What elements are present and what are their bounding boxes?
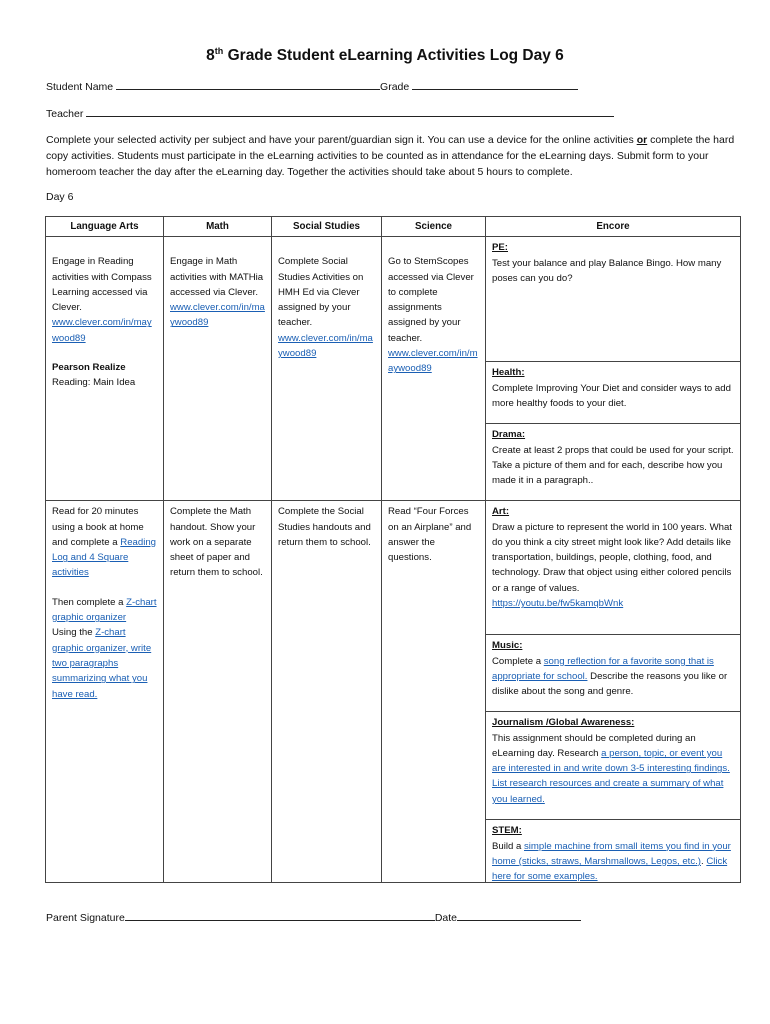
cell-ss-online: Complete Social Studies Activities on HMH Ed via Clever assigned by your teacher. www.clever.com/in/maywood89 [272, 237, 382, 501]
encore-art: Art: Draw a picture to represent the world in 100 years. What do you think a city street might look like? Add details like transportation, buildings, people, clothing, food, and technology. Draw that object using either colored pencils or a range of values. https://youtu.be/fw5kamqbWnk [486, 501, 740, 635]
page-title [0, 46, 770, 65]
title-text-rest: Grade Student eLearning Activities Log Day 6 [223, 47, 564, 65]
title-text: 8 [206, 47, 215, 65]
grade-label: Grade [380, 81, 410, 93]
instructions: Complete your selected activity per subject and have your parent/guardian sign it. You can use a device for the online activities or complete the hard copy activities. Students must participate in the eLearning activities to be counted as in attendance for the eLearning days. Submit form to your homeroom teacher the day after the eLearning day. Together the activities should take about 5 hours to complete. [46, 134, 735, 178]
cell-la-hardcopy: Read for 20 minutes using a book at home and complete a Reading Log and 4 Square activities Then complete a Z-chart graphic organizer Using the Z-chart graphic organizer, write two paragraphs summarizing what you have read. [46, 501, 164, 883]
sci-clever-link[interactable]: www.clever.com/in/maywood89 [388, 348, 478, 375]
table-row-online [46, 237, 741, 501]
examples-link[interactable]: Click here for some examples. [492, 855, 728, 883]
pearson-realize-label: Pearson Realize [52, 362, 126, 374]
la-clever-link[interactable]: www.clever.com/in/maywood89 [52, 317, 152, 344]
day-label: Day 6 [46, 191, 74, 203]
signature-line [46, 910, 581, 924]
grade-field[interactable] [412, 79, 578, 90]
or-emphasis: or [636, 134, 648, 146]
encore-drama: Drama: Create at least 2 props that could be used for your script. Take a picture of them and for each, describe how you made it in a paragraph.. [492, 429, 734, 487]
header-science: Science [382, 217, 486, 237]
table-header-row [46, 217, 741, 237]
encore-pe: PE: Test your balance and play Balance Bingo. How many poses can you do? [486, 237, 740, 362]
teacher-line [46, 106, 614, 120]
table-row-hardcopy [46, 501, 741, 883]
teacher-field[interactable] [86, 106, 614, 117]
parent-signature-field[interactable] [125, 910, 435, 921]
cell-sci-online: Go to StemScopes accessed via Clever to complete assignments assigned by your teacher. www.clever.com/in/maywood89 [382, 237, 486, 501]
cell-math-hardcopy: Complete the Math handout. Show your work on a separate sheet of paper and return them to school. [164, 501, 272, 883]
journalism-research-link[interactable]: a person, topic, or event you are interested in and write down 3-5 interesting findings. List research resources and create a summary of what you learned. [492, 747, 730, 805]
student-name-label: Student Name [46, 81, 114, 93]
z-chart-paragraphs-link[interactable]: Z-chart graphic organizer, write two paragraphs summarizing what you have read. [52, 627, 152, 700]
title-superscript: th [214, 46, 224, 56]
teacher-label: Teacher [46, 108, 84, 120]
z-chart-link[interactable]: Z-chart graphic organizer [52, 596, 157, 624]
date-field[interactable] [457, 910, 581, 921]
cell-ss-hardcopy: Complete the Social Studies handouts and return them to school. [272, 501, 382, 883]
encore-stem: STEM: Build a simple machine from small items you find in your home (sticks, straws, Marshmallows, Legos, etc.). Click here for some examples. [492, 825, 731, 883]
parent-signature-label: Parent Signature [46, 912, 125, 924]
date-label: Date [434, 912, 457, 924]
cell-sci-hardcopy: Read “Four Forces on an Airplane” and answer the questions. [382, 501, 486, 883]
activities-table [45, 216, 741, 883]
header-social-studies: Social Studies [272, 217, 382, 237]
encore-health: Health: Complete Improving Your Diet and consider ways to add more healthy foods to your diet. [486, 362, 740, 424]
cell-la-online: Engage in Reading activities with Compass Learning accessed via Clever. www.clever.com/in/maywood89 Pearson Realize Reading: Main Idea [46, 237, 164, 501]
cell-math-online: Engage in Math activities with MATHia accessed via Clever. www.clever.com/in/maywood89 [164, 237, 272, 501]
student-grade-line [46, 79, 578, 93]
header-math: Math [164, 217, 272, 237]
song-reflection-link[interactable]: song reflection for a favorite song that is appropriate for school. [492, 655, 714, 682]
student-name-field[interactable] [116, 79, 380, 90]
header-encore: Encore [486, 217, 741, 237]
encore-music: Music: Complete a song reflection for a favorite song that is appropriate for school. Describe the reasons you like or dislike about the song and genre. [486, 635, 740, 712]
art-video-link[interactable]: https://youtu.be/fw5kamqbWnk [492, 598, 624, 610]
reading-log-link[interactable]: Reading Log and 4 Square activities [52, 536, 157, 579]
cell-encore-online [486, 237, 741, 501]
cell-encore-hardcopy [486, 501, 741, 883]
ss-clever-link[interactable]: www.clever.com/in/maywood89 [278, 332, 373, 360]
encore-journalism: Journalism /Global Awareness: This assignment should be completed during an eLearning day. Research a person, topic, or event you are interested in and write down 3-5 interesting findings. List research resources and create a summary of what you learned. [486, 712, 740, 820]
math-clever-link[interactable]: www.clever.com/in/maywood89 [170, 302, 265, 329]
simple-machine-link[interactable]: simple machine from small items you find in your home (sticks, straws, Marshmallows, Legos, etc.) [492, 840, 731, 867]
header-language-arts: Language Arts [46, 217, 164, 237]
